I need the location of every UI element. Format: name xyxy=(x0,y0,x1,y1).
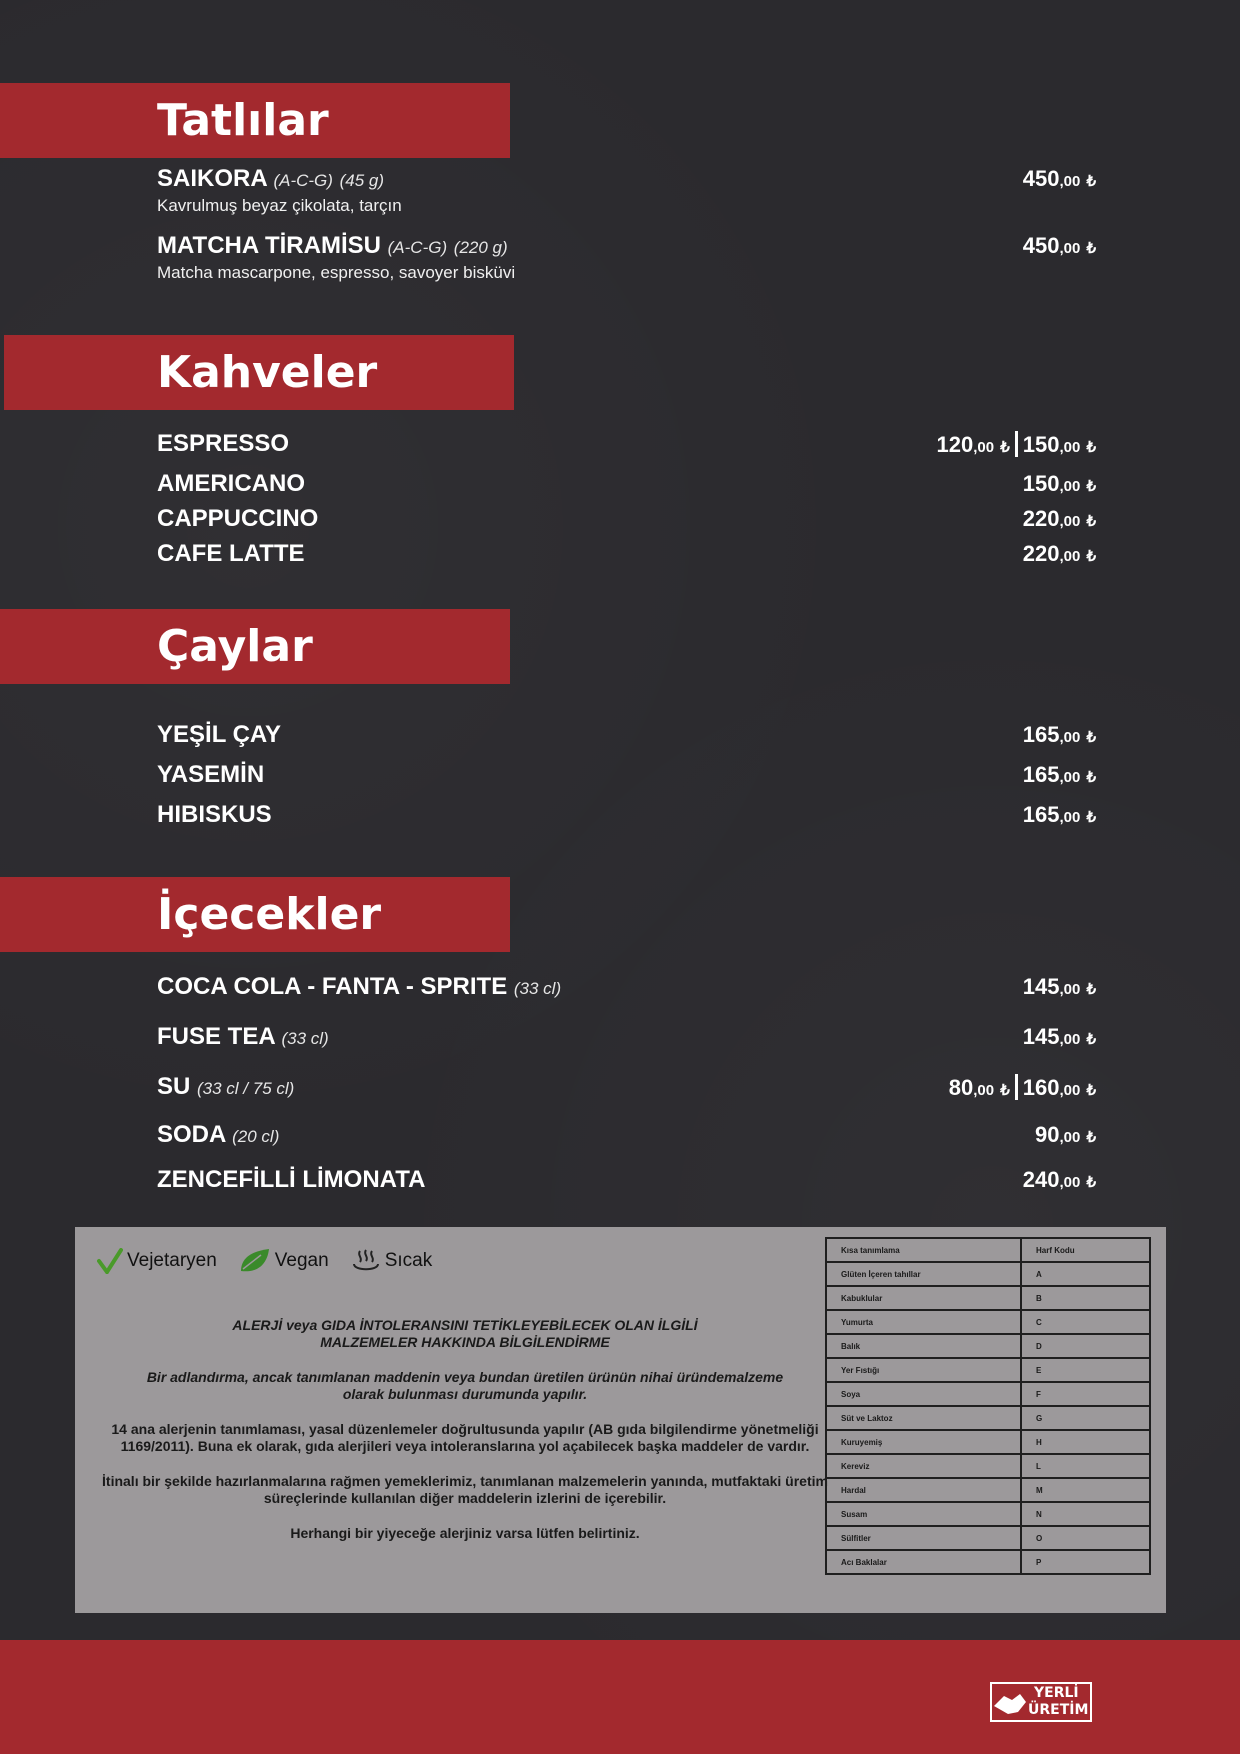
currency-symbol: ₺ xyxy=(1086,513,1096,530)
price-integer: 165 xyxy=(1022,802,1060,827)
item-name: YASEMİN xyxy=(157,761,265,788)
price-separator xyxy=(1015,431,1018,457)
table-header-cell: Harf Kodu xyxy=(1021,1238,1150,1262)
item-description: Kavrulmuş beyaz çikolata, tarçın xyxy=(157,196,402,215)
allergen-name: Hardal xyxy=(826,1478,1021,1502)
allergen-code: A xyxy=(1021,1262,1150,1286)
price-integer: 80 xyxy=(948,1075,974,1100)
item-name: SAIKORA xyxy=(157,165,267,192)
currency-symbol: ₺ xyxy=(1086,548,1096,565)
price-decimal: ,00 xyxy=(973,439,995,456)
table-row xyxy=(826,1286,1150,1310)
footer-bar xyxy=(0,1640,1240,1754)
section-header-icecekler xyxy=(0,877,510,952)
steam-icon xyxy=(351,1247,381,1275)
allergen-name: Kuruyemiş xyxy=(826,1430,1021,1454)
price-decimal: ,00 xyxy=(1059,240,1081,257)
item-price xyxy=(1023,233,1096,259)
item-price xyxy=(1023,974,1096,1000)
legend-vegan xyxy=(239,1247,329,1275)
item-name: SU xyxy=(157,1073,191,1100)
table-header-row xyxy=(826,1238,1150,1262)
currency-symbol: ₺ xyxy=(1086,769,1096,786)
price-integer: 160 xyxy=(1022,1075,1060,1100)
price-decimal: ,00 xyxy=(1059,478,1081,495)
price-decimal: ,00 xyxy=(1059,173,1081,190)
price-integer: 120 xyxy=(936,432,974,457)
item-price xyxy=(1023,166,1096,192)
currency-symbol: ₺ xyxy=(1086,1174,1096,1191)
diet-legend xyxy=(97,1247,444,1275)
price-integer: 145 xyxy=(1022,974,1060,999)
allergen-table xyxy=(825,1237,1151,1575)
section-title: Çaylar xyxy=(157,621,313,672)
item-price xyxy=(1023,471,1096,497)
table-row xyxy=(826,1478,1150,1502)
item-volume: (33 cl) xyxy=(513,979,562,998)
item-price xyxy=(1023,1167,1096,1193)
currency-symbol: ₺ xyxy=(1086,240,1096,257)
price-decimal: ,00 xyxy=(1059,1129,1081,1146)
price-decimal: ,00 xyxy=(973,1082,995,1099)
price-decimal: ,00 xyxy=(1059,1031,1081,1048)
allergen-code: H xyxy=(1021,1430,1150,1454)
allergy-paragraph: Herhangi bir yiyeceğe alerjiniz varsa lütfen belirtiniz. xyxy=(290,1525,640,1541)
table-row xyxy=(826,1526,1150,1550)
currency-symbol: ₺ xyxy=(1086,1082,1096,1099)
price-decimal: ,00 xyxy=(1059,548,1081,565)
allergen-name: Balık xyxy=(826,1334,1021,1358)
currency-symbol: ₺ xyxy=(1086,173,1096,190)
item-volume: (33 cl / 75 cl) xyxy=(197,1079,295,1098)
legend-hot xyxy=(351,1247,433,1275)
item-price xyxy=(1023,802,1096,828)
allergen-code: G xyxy=(1021,1406,1150,1430)
check-leaf-icon xyxy=(97,1248,123,1274)
section-title: İçecekler xyxy=(157,889,382,940)
allergen-name: Yumurta xyxy=(826,1310,1021,1334)
item-name: MATCHA TİRAMİSU xyxy=(157,232,381,259)
section-header-kahveler xyxy=(4,335,514,410)
item-price xyxy=(1035,1122,1096,1148)
item-name: SODA xyxy=(157,1121,226,1148)
section-header-caylar xyxy=(0,609,510,684)
logo-text-line2: ÜRETİM xyxy=(1028,1702,1089,1718)
item-price xyxy=(1023,506,1096,532)
item-price xyxy=(949,1074,1096,1101)
table-header-cell: Kısa tanımlama xyxy=(826,1238,1021,1262)
section-title: Tatlılar xyxy=(157,95,329,146)
table-row xyxy=(826,1310,1150,1334)
allergy-info-box xyxy=(75,1227,1166,1613)
price-decimal: ,00 xyxy=(1059,729,1081,746)
currency-symbol: ₺ xyxy=(1086,1031,1096,1048)
allergen-name: Acı Baklalar xyxy=(826,1550,1021,1574)
currency-symbol: ₺ xyxy=(1086,1129,1096,1146)
price-integer: 220 xyxy=(1022,506,1060,531)
table-row xyxy=(826,1550,1150,1574)
allergen-code: M xyxy=(1021,1478,1150,1502)
legend-vegetarian xyxy=(97,1248,217,1274)
table-row xyxy=(826,1262,1150,1286)
item-name: AMERICANO xyxy=(157,470,305,497)
price-integer: 150 xyxy=(1022,471,1060,496)
item-price xyxy=(1023,722,1096,748)
allergen-name: Süt ve Laktoz xyxy=(826,1406,1021,1430)
item-allergens: (A-C-G) xyxy=(273,171,333,190)
table-row xyxy=(826,1430,1150,1454)
item-price xyxy=(937,431,1097,458)
price-integer: 90 xyxy=(1034,1122,1060,1147)
item-price xyxy=(1023,762,1096,788)
allergen-code: E xyxy=(1021,1358,1150,1382)
allergen-name: Kabuklular xyxy=(826,1286,1021,1310)
price-integer: 450 xyxy=(1022,166,1060,191)
currency-symbol: ₺ xyxy=(1086,439,1096,456)
allergen-code: L xyxy=(1021,1454,1150,1478)
price-integer: 450 xyxy=(1022,233,1060,258)
legend-label: Sıcak xyxy=(384,1250,433,1271)
section-header-tatlilar xyxy=(0,83,510,158)
table-row xyxy=(826,1454,1150,1478)
table-row xyxy=(826,1358,1150,1382)
legend-label: Vejetaryen xyxy=(127,1250,217,1271)
price-decimal: ,00 xyxy=(1059,769,1081,786)
price-integer: 240 xyxy=(1022,1167,1060,1192)
allergen-name: Sülfitler xyxy=(826,1526,1021,1550)
allergen-name: Yer Fıstığı xyxy=(826,1358,1021,1382)
price-decimal: ,00 xyxy=(1059,513,1081,530)
price-decimal: ,00 xyxy=(1059,809,1081,826)
price-integer: 220 xyxy=(1022,541,1060,566)
section-title: Kahveler xyxy=(157,347,378,398)
leaf-icon xyxy=(239,1247,271,1275)
price-integer: 145 xyxy=(1022,1024,1060,1049)
allergen-name: Soya xyxy=(826,1382,1021,1406)
table-row xyxy=(826,1502,1150,1526)
item-portion: (45 g) xyxy=(339,171,385,190)
item-name: HIBISKUS xyxy=(157,801,272,828)
allergen-code: C xyxy=(1021,1310,1150,1334)
item-name: CAFE LATTE xyxy=(157,540,305,567)
item-price xyxy=(1023,541,1096,567)
allergy-paragraph: 14 ana alerjenin tanımlaması, yasal düzenlemeler doğrultusunda yapılır (AB gıda bilgilendirme yönetmeliği 1169/2011). Buna ek olarak, gıda alerjileri veya intoleranslarına yol açabilecek başka maddeler de vardır. xyxy=(111,1421,819,1454)
item-name: CAPPUCCINO xyxy=(157,505,319,532)
allergy-heading: ALERJİ veya GIDA İNTOLERANSINI TETİKLEYEBİLECEK OLAN İLGİLİ MALZEMELER HAKKINDA BİLGİLENDİRME xyxy=(232,1317,698,1350)
price-integer: 150 xyxy=(1022,432,1060,457)
table-row xyxy=(826,1334,1150,1358)
item-name: COCA COLA - FANTA - SPRITE xyxy=(157,973,508,1000)
item-volume: (20 cl) xyxy=(232,1127,280,1146)
currency-symbol: ₺ xyxy=(1086,809,1096,826)
price-decimal: ,00 xyxy=(1059,981,1081,998)
price-decimal: ,00 xyxy=(1059,1082,1081,1099)
item-portion: (220 g) xyxy=(453,238,508,257)
allergen-code: D xyxy=(1021,1334,1150,1358)
currency-symbol: ₺ xyxy=(1000,439,1010,456)
currency-symbol: ₺ xyxy=(1086,478,1096,495)
legend-label: Vegan xyxy=(274,1250,329,1271)
allergy-paragraph: İtinalı bir şekilde hazırlanmalarına rağmen yemeklerimiz, tanımlanan malzemelerin yanında, mutfaktaki üretim süreçlerinde kullanılan diğer maddelerin izlerini de içerebilir. xyxy=(102,1473,828,1506)
price-integer: 165 xyxy=(1022,762,1060,787)
price-separator xyxy=(1015,1074,1018,1100)
item-name: ZENCEFİLLİ LİMONATA xyxy=(157,1166,426,1193)
allergen-code: B xyxy=(1021,1286,1150,1310)
item-allergens: (A-C-G) xyxy=(387,238,448,257)
price-integer: 165 xyxy=(1022,722,1060,747)
table-row xyxy=(826,1382,1150,1406)
allergen-code: N xyxy=(1021,1502,1150,1526)
allergen-code: F xyxy=(1021,1382,1150,1406)
allergen-name: Susam xyxy=(826,1502,1021,1526)
allergy-text xyxy=(85,1317,845,1560)
item-price xyxy=(1023,1024,1096,1050)
price-decimal: ,00 xyxy=(1059,1174,1081,1191)
currency-symbol: ₺ xyxy=(1000,1082,1010,1099)
allergen-name: Glüten İçeren tahıllar xyxy=(826,1262,1021,1286)
yerli-uretim-logo xyxy=(990,1682,1092,1722)
allergy-paragraph: Bir adlandırma, ancak tanımlanan maddenin veya bundan üretilen ürünün nihai üründemalzeme olarak bulunması durumunda yapılır. xyxy=(146,1369,784,1402)
allergen-code: O xyxy=(1021,1526,1150,1550)
table-row xyxy=(826,1406,1150,1430)
logo-text-line1: YERLİ xyxy=(1034,1685,1079,1701)
price-decimal: ,00 xyxy=(1059,439,1081,456)
item-name: YEŞİL ÇAY xyxy=(157,721,282,748)
item-volume: (33 cl) xyxy=(281,1029,329,1048)
item-name: FUSE TEA xyxy=(157,1023,275,1050)
item-name: ESPRESSO xyxy=(157,430,290,457)
allergen-name: Kereviz xyxy=(826,1454,1021,1478)
currency-symbol: ₺ xyxy=(1086,981,1096,998)
item-description: Matcha mascarpone, espresso, savoyer bisküvi xyxy=(157,263,516,282)
allergen-code: P xyxy=(1021,1550,1150,1574)
currency-symbol: ₺ xyxy=(1086,729,1096,746)
